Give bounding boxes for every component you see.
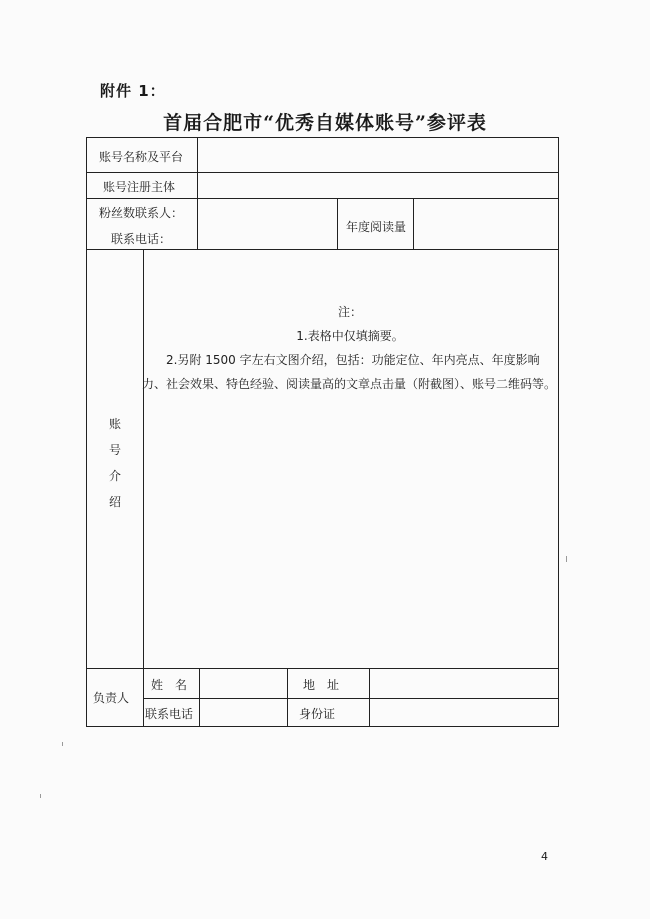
col-divider (369, 668, 370, 726)
note-heading: 注： (337, 305, 362, 319)
responsible-person-label: 负责人 (93, 691, 130, 705)
account-intro-label (108, 418, 122, 522)
note-line-2: 2.另附 1500 字左右文图介绍，包括：功能定位、年内亮点、年度影响力、社会效果、特色经验、阅读量高的文章点击量（附截图）、账号二维码等。 (142, 353, 557, 391)
contact-phone-label: 联系电话： (111, 232, 172, 246)
col-divider (199, 668, 200, 726)
intro-note (142, 300, 558, 396)
page-title: 首届合肥市“优秀自媒体账号”参评表 (163, 112, 487, 134)
row-divider (87, 198, 558, 199)
address-label: 地 址 (303, 678, 340, 692)
row-divider (143, 698, 558, 699)
id-card-label: 身份证 (299, 707, 336, 721)
contact-phone2-label: 联系电话 (145, 707, 194, 721)
attachment-label: 附件 1： (100, 82, 166, 100)
account-name-label: 账号名称及平台 (99, 150, 184, 164)
note-line-1: 1.表格中仅填摘要。 (296, 329, 404, 343)
scan-speck (62, 742, 63, 746)
row-divider (87, 668, 558, 669)
page-number: 4 (541, 850, 548, 863)
col-divider (337, 198, 338, 249)
col-divider (197, 138, 198, 249)
account-intro-char: 号 (108, 443, 121, 457)
row-divider (87, 249, 558, 250)
followers-contact-label: 粉丝数联系人： (99, 206, 184, 220)
scan-speck (40, 794, 41, 798)
scan-speck (566, 556, 567, 562)
col-divider (413, 198, 414, 249)
application-form-table (86, 137, 559, 727)
account-registrant-label: 账号注册主体 (103, 180, 176, 194)
col-divider (287, 668, 288, 726)
name-label: 姓 名 (151, 678, 188, 692)
row-divider (87, 172, 558, 173)
annual-reads-label: 年度阅读量 (346, 220, 407, 234)
account-intro-char: 介 (108, 469, 121, 483)
account-intro-char: 绍 (108, 495, 121, 509)
account-intro-char: 账 (108, 417, 121, 431)
